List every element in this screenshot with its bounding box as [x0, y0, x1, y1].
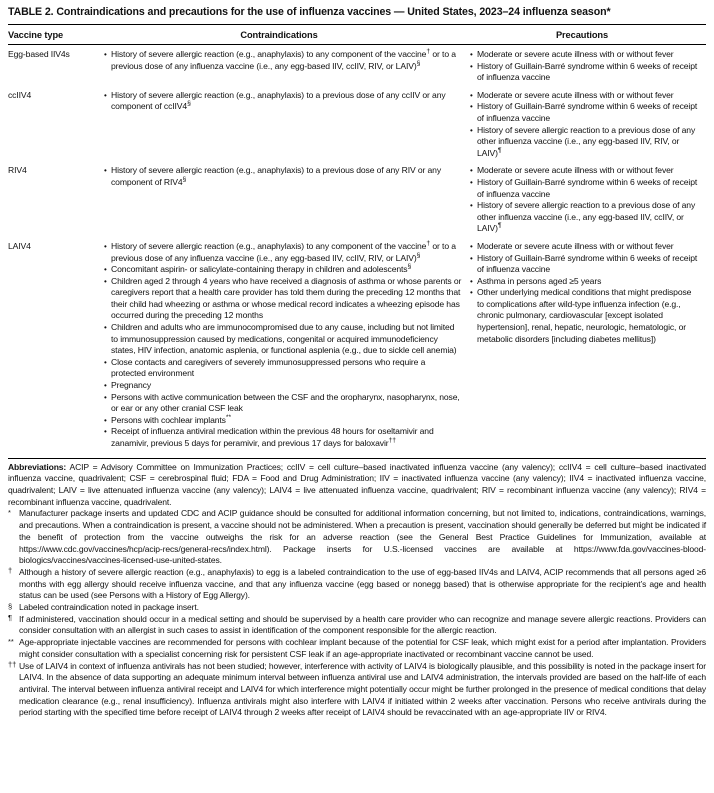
list-item: • Children aged 2 through 4 years who have received a diagnosis of asthma or whose parents or caregivers report that a health care provider has told them during the preceding 12 months that their child had wheezing or asthma or whose medical record indicates a wheezing episode has occurred during the preceding 12 months [104, 276, 462, 322]
table-row-riv4 [8, 165, 706, 235]
list-item: • Children and adults who are immunocompromised due to any cause, including but not limited to immunosuppression caused by medications, congenital or acquired immunodeficiency states, HIV infection, anatomic asplenia, or functional asplenia (e.g., due to sickle cell anemia) [104, 322, 462, 357]
precautions-list [470, 49, 706, 84]
vaccine-type-label: Egg-based IIV4s [8, 49, 70, 59]
list-item: • Persons with active communication between the CSF and the oropharynx, nasopharynx, nose, or ear or any other cranial CSF leak [104, 392, 462, 415]
vaccine-type-label: RIV4 [8, 165, 27, 176]
footnotes-section [8, 508, 706, 719]
list-item: • History of Guillain-Barré syndrome within 6 weeks of receipt of influenza vaccine [470, 61, 698, 84]
vaccine-type-label: LAIV4 [8, 240, 31, 251]
list-item: • Moderate or severe acute illness with or without fever [470, 49, 698, 61]
footnote-text: Although a history of severe allergic reaction (e.g., anaphylaxis) to egg is a labeled contraindication to the use of egg-based IIV4s and LAIV4, ACIP recommends that all persons aged ≥6 months with egg allergy should receive influenza vaccine, and that any influenza vaccine (egg based or nonegg based) that is otherwise appropriate for the recipient’s age and health status can be used (see Persons with a History of Egg Allergy). [19, 566, 706, 601]
list-item: • History of severe allergic reaction (e.g., anaphylaxis) to any component of the vaccine† or to a previous dose of any influenza vaccine (i.e., any egg-based IIV, ccIIV, RIV, or LAIV)§ [104, 49, 462, 72]
abbreviations [8, 459, 706, 509]
footnote-marker: ¶ [8, 613, 13, 623]
table-header-vaccine-type: Vaccine type [8, 30, 64, 40]
list-item: • History of Guillain-Barré syndrome within 6 weeks of receipt of influenza vaccine [470, 101, 698, 124]
contraindications-list [104, 49, 470, 84]
list-item: • Persons with cochlear implants** [104, 415, 462, 427]
list-item: • History of severe allergic reaction (e.g., anaphylaxis) to a previous dose of any ccIIV or any component of ccIIV4§ [104, 90, 462, 113]
footnote [8, 661, 706, 720]
precautions-list [470, 165, 706, 235]
table-header-row [8, 25, 706, 44]
list-item: • Close contacts and caregivers of severely immunosuppressed persons who require a protected environment [104, 357, 462, 380]
table-body [8, 45, 706, 458]
footnote-marker: † [8, 566, 13, 576]
list-item: • Moderate or severe acute illness with or without fever [470, 241, 698, 253]
list-item: • History of severe allergic reaction (e.g., anaphylaxis) to any component of the vaccine† or to a previous dose of any influenza vaccine (i.e., any egg-based IIV, ccIIV, RIV, or LAIV)§ [104, 241, 462, 264]
footnote-text: Age-appropriate injectable vaccines are recommended for persons with cochlear implant because of the potential for CSF leak, which might exist for a period after implantation. Providers might consider consultation with a specialist concerning risk for persistent CSF leak if an age-appropriate inactivated or recombinant vaccine cannot be used. [19, 637, 706, 659]
footnote-text: Labeled contraindication noted in package insert. [19, 602, 199, 613]
abbreviations-label: Abbreviations: [8, 461, 67, 472]
footnote-marker: ** [8, 636, 14, 646]
table-row-egg-based-iiv4s [8, 49, 706, 84]
footnote [8, 602, 706, 614]
list-item: • Concomitant aspirin- or salicylate-containing therapy in children and adolescents§ [104, 264, 462, 276]
contraindications-list [104, 241, 470, 450]
list-item: • History of severe allergic reaction (e.g., anaphylaxis) to a previous dose of any RIV or any component of RIV4§ [104, 165, 462, 188]
footnote-marker: § [8, 601, 13, 611]
contraindications-list [104, 165, 470, 235]
footnote-text: If administered, vaccination should occur in a medical setting and should be supervised by a health care provider who can recognize and manage severe allergic reactions. Providers can consider consultation with an allergist in such cases to assist in identification of the component responsible for the allergic reaction. [19, 613, 706, 636]
table-row-cciiv4 [8, 90, 706, 160]
list-item: • History of severe allergic reaction to a previous dose of any other influenza vaccine (i.e., any egg-based IIV, RIV, or LAIV)¶ [470, 125, 698, 160]
footnote [8, 614, 706, 637]
footnote [8, 567, 706, 602]
list-item: • Asthma in persons aged ≥5 years [470, 276, 698, 288]
footnote-text: Manufacturer package inserts and updated CDC and ACIP guidance should be consulted for additional information concerning, but not limited to, indications, contraindications, warnings, and precautions. When a contraindication is present, a vaccine should not be administered. When a precaution is present, vaccination should generally be deferred but might be indicated if the benefit of protection from the vaccine outweighs the risk for an adverse reaction (see the General Best Practice Guidelines for Immunization, available at https://www.cdc.gov/vaccines/hcp/acip-recs/general-recs/index.html). Package inserts for U.S.-licensed vaccines are available at https://www.fda.gov/vaccines-blood-biologics/vaccines/vaccines-licensed-use-united-states. [19, 508, 706, 566]
vaccine-type-label: ccIIV4 [8, 89, 32, 100]
list-item: • Pregnancy [104, 380, 462, 392]
table-header-precautions: Precautions [555, 30, 609, 40]
footnote-marker: †† [8, 660, 17, 670]
footnote-marker: * [8, 507, 11, 517]
list-item: • Moderate or severe acute illness with or without fever [470, 90, 698, 102]
table-header-contraindications: Contraindications [240, 30, 318, 40]
list-item: • History of Guillain-Barré syndrome within 6 weeks of receipt of influenza vaccine [470, 253, 698, 276]
footnote [8, 508, 706, 567]
list-item: • History of severe allergic reaction to a previous dose of any other influenza vaccine (i.e., any egg-based IIV, ccIIV, or LAIV)¶ [470, 200, 698, 235]
precautions-list [470, 90, 706, 160]
list-item: • Moderate or severe acute illness with or without fever [470, 165, 698, 177]
precautions-list [470, 241, 706, 450]
footnote [8, 637, 706, 660]
list-item: • Receipt of influenza antiviral medication within the previous 48 hours for oseltamivir and zanamivir, previous 5 days for peramivir, and previous 17 days for baloxavir†† [104, 426, 462, 449]
table-row-laiv4 [8, 241, 706, 450]
list-item: • Other underlying medical conditions that might predispose to complications after wild-type influenza infection (e.g., chronic pulmonary, cardiovascular [except isolated hypertension], renal, hepatic, neurologic, hematologic, or metabolic disorders [including diabetes mellitus]) [470, 287, 698, 345]
footnote-text: Use of LAIV4 in context of influenza antivirals has not been studied; however, interference with activity of LAIV4 is biologically plausible, and this possibility is noted in the package insert for LAIV4. In the absence of data supporting an adequate minimum interval between influenza antiviral use and LAIV4 administration, the intervals provided are based on the half-life of each antiviral. The interval between influenza antiviral receipt and LAIV4 for which interference might potentially occur might be further prolonged in the presence of medical conditions that delay medication clearance (e.g., renal insufficiency). Influenza antivirals might also interfere with LAIV4 if initiated within 2 weeks after vaccination. Persons who receive antivirals during the period starting with the specified time before receipt of LAIV4 through 2 weeks after receipt of LAIV4 should be revaccinated with an age-appropriate IIV or RIV4. [19, 660, 706, 718]
list-item: • History of Guillain-Barré syndrome within 6 weeks of receipt of influenza vaccine [470, 177, 698, 200]
page-title: TABLE 2. Contraindications and precautions for the use of influenza vaccines — United States, 2023–24 influenza season* [8, 6, 611, 18]
abbreviations-text: ACIP = Advisory Committee on Immunization Practices; ccIIV = cell culture–based inactivated influenza vaccine (any valency); ccIIV4 = cell culture–based inactivated influenza vaccine, quadrivalent; CSF = cerebrospinal fluid; FDA = Food and Drug Administration; IIV = inactivated influenza vaccine (any valency); IIV4 = inactivated influenza vaccine, quadrivalent; LAIV = live attenuated influenza vaccine (any valency); LAIV4 = live attenuated influenza vaccine, quadrivalent; RIV = recombinant influenza vaccine (any valency); RIV4 = recombinant influenza vaccine, quadrivalent. [8, 461, 706, 507]
contraindications-list [104, 90, 470, 160]
